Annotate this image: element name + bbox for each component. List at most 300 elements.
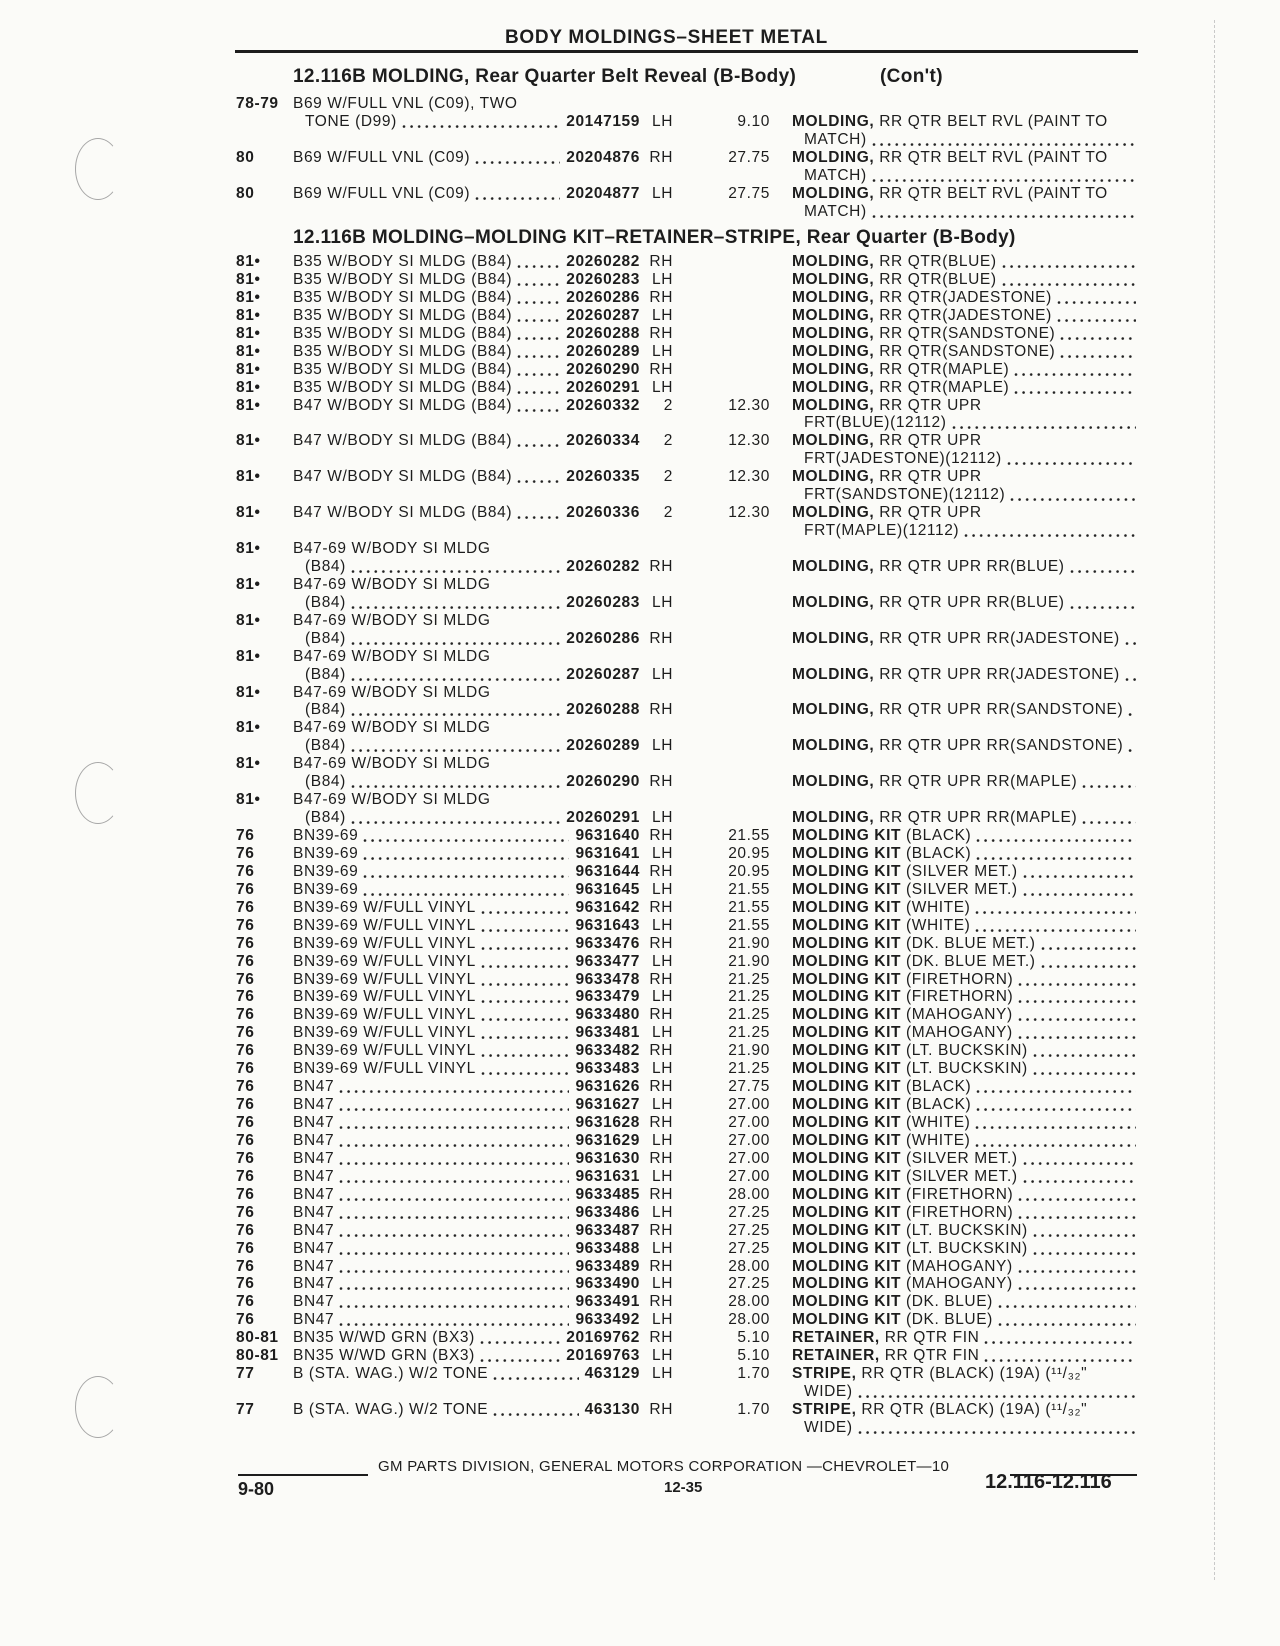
side-indicator: RH (649, 862, 673, 880)
model-part-line (293, 325, 640, 343)
part-description (792, 1078, 1138, 1096)
dot-leader (339, 1222, 569, 1240)
parts-table (236, 95, 1141, 221)
model-year: 76 (236, 988, 255, 1006)
model-description: BN47 (293, 1275, 335, 1293)
part-description (792, 935, 1138, 953)
part-description-name: MOLDING KIT (792, 1114, 902, 1131)
model-part-line (293, 468, 640, 486)
part-description-continued (804, 450, 1138, 468)
footer-page-number: 12-35 (664, 1479, 703, 1496)
model-year: 81• (236, 432, 261, 450)
table-row (236, 1275, 1141, 1293)
dot-leader (351, 773, 560, 791)
part-description (792, 953, 1138, 971)
model-description: BN47 (293, 1096, 335, 1114)
part-description-detail: RR QTR (BLACK) (19A) (¹¹/₃₂" (856, 1365, 1088, 1383)
part-description-detail: RR QTR UPR (874, 504, 982, 522)
part-description-name: MOLDING, (792, 324, 875, 342)
side-indicator: LH (651, 988, 673, 1006)
model-description: B35 W/BODY SI MLDG (B84) (293, 378, 513, 396)
part-description-name: MOLDING KIT (792, 1257, 902, 1275)
dot-leader (339, 1168, 569, 1186)
part-description-name: MOLDING KIT (792, 827, 902, 844)
side-indicator: RH (649, 1185, 673, 1203)
part-description-detail: RR QTR BELT RVL (PAINT TO (874, 184, 1108, 202)
part-description (792, 594, 1138, 612)
model-part-line (293, 1132, 640, 1150)
model-description: B47-69 W/BODY SI MLDG (293, 575, 491, 593)
side-indicator: LH (651, 1024, 673, 1042)
dot-leader (339, 1275, 569, 1293)
dot-leader (1018, 971, 1136, 989)
part-description (792, 113, 1138, 131)
table-row (236, 1150, 1141, 1168)
model-year: 76 (236, 1203, 255, 1221)
model-year: 77 (236, 1401, 255, 1418)
dot-leader (1018, 1006, 1136, 1024)
side-indicator: LH (651, 916, 673, 934)
part-description-text (792, 773, 1077, 791)
table-row (236, 504, 1141, 540)
model-description: BN39-69 W/FULL VINYL (293, 916, 476, 934)
model-part-line (293, 149, 640, 167)
model-year: 81• (236, 288, 261, 306)
table-row (236, 307, 1141, 325)
model-part-line (293, 1060, 640, 1078)
dot-leader (363, 863, 569, 881)
model-description: BN39-69 W/FULL VINYL (293, 1024, 476, 1042)
dot-leader (351, 558, 560, 576)
part-number: 20260288 (566, 701, 640, 719)
part-description-text (792, 1078, 971, 1096)
part-description-name: MOLDING, (792, 270, 875, 288)
model-description: BN39-69 (293, 844, 359, 862)
part-number: 9633483 (575, 1060, 640, 1078)
part-description (792, 361, 1138, 379)
model-year: 81• (236, 253, 261, 270)
model-description: B35 W/BODY SI MLDG (B84) (293, 360, 513, 378)
part-description-detail: (LT. BUCKSKIN) (901, 1239, 1028, 1257)
dot-leader (481, 1042, 570, 1060)
dot-leader (402, 113, 560, 131)
model-year: 76 (236, 1131, 255, 1149)
part-description (792, 1168, 1138, 1186)
part-description-name: MOLDING, (792, 468, 875, 486)
part-description (792, 271, 1138, 289)
part-description (792, 917, 1138, 935)
part-description-name: MOLDING, (792, 112, 875, 130)
model-description: BN39-69 W/FULL VINYL (293, 970, 476, 988)
model-year: 76 (236, 1221, 255, 1239)
model-year: 76 (236, 1006, 255, 1024)
part-description-detail: RR QTR UPR RR(MAPLE) (874, 809, 1078, 827)
price: 9.10 (737, 112, 770, 130)
dot-leader (517, 253, 560, 271)
part-description-text (792, 630, 1120, 648)
part-description-name: MOLDING, (792, 378, 875, 396)
model-description: B69 W/FULL VNL (C09) (293, 184, 471, 202)
model-year: 76 (236, 1167, 255, 1185)
part-description-continued (804, 131, 1138, 149)
model-part-line (305, 558, 640, 576)
model-description: BN47 (293, 1257, 335, 1275)
dot-leader (1002, 253, 1136, 271)
part-description-text (792, 1401, 1087, 1419)
part-number: 20147159 (566, 112, 640, 130)
part-description-text (792, 1006, 1013, 1024)
part-description-text (792, 1042, 1028, 1060)
price: 27.75 (728, 184, 770, 202)
part-number: 9633487 (575, 1221, 640, 1239)
dot-leader (481, 935, 570, 953)
model-description: B47-69 W/BODY SI MLDG (293, 683, 491, 701)
price: 27.00 (728, 1131, 770, 1149)
model-year: 81• (236, 396, 261, 414)
part-description-detail: RR QTR UPR RR(SANDSTONE) (874, 737, 1124, 755)
part-number: 9631627 (575, 1096, 640, 1114)
side-indicator: RH (649, 288, 673, 306)
side-indicator: LH (651, 737, 673, 755)
part-number: 20260289 (566, 342, 640, 360)
part-description-text (792, 899, 970, 917)
model-description: B (STA. WAG.) W/2 TONE (293, 1401, 489, 1418)
part-number: 9631628 (575, 1114, 640, 1131)
model-year: 76 (236, 880, 255, 898)
part-description-text (792, 253, 997, 271)
part-description (792, 737, 1138, 755)
dot-leader (363, 827, 569, 845)
part-description-detail: (WHITE) (901, 1114, 971, 1131)
part-description-detail: (FIRETHORN) (901, 1203, 1014, 1221)
part-description-detail: RR QTR(MAPLE) (874, 360, 1010, 378)
model-description: B47-69 W/BODY SI MLDG (293, 719, 491, 737)
model-year: 78-79 (236, 95, 279, 112)
model-part-line (293, 1024, 640, 1042)
part-description-detail: (MAHOGANY) (901, 1006, 1013, 1024)
dot-leader (1128, 737, 1136, 755)
side-indicator: RH (649, 898, 673, 916)
part-description-detail: RR QTR(SANDSTONE) (874, 324, 1056, 342)
part-description-detail: (DK. BLUE) (901, 1293, 993, 1311)
model-part-line (293, 1311, 640, 1329)
model-year: 76 (236, 898, 255, 916)
model-part-line (293, 397, 640, 415)
part-description-name: MOLDING, (792, 432, 875, 450)
part-description-detail: (LT. BUCKSKIN) (901, 1042, 1028, 1060)
part-description-text (792, 1240, 1028, 1258)
part-description-text (792, 432, 982, 450)
part-number: 9633491 (575, 1293, 640, 1311)
part-description-detail: RR QTR (BLACK) (19A) (¹¹/₃₂" (856, 1401, 1088, 1418)
model-description: B35 W/BODY SI MLDG (B84) (293, 306, 513, 324)
part-description-detail: (FIRETHORN) (901, 970, 1014, 988)
model-part-line (293, 881, 640, 899)
model-year: 81• (236, 468, 261, 486)
part-description-detail: (LT. BUCKSKIN) (901, 1060, 1028, 1078)
part-description (792, 1275, 1138, 1293)
dot-leader (351, 594, 560, 612)
part-description-text (792, 1096, 971, 1114)
model-part-line (293, 988, 640, 1006)
part-description-detail: (DK. BLUE MET.) (901, 934, 1036, 952)
dot-leader (1033, 1060, 1136, 1078)
price: 21.25 (728, 988, 770, 1006)
dot-leader (517, 289, 560, 307)
part-description (792, 397, 1138, 415)
model-description: (B84) (305, 665, 346, 683)
model-description: B35 W/BODY SI MLDG (B84) (293, 288, 513, 306)
side-indicator: 2 (663, 504, 673, 522)
model-year: 80-81 (236, 1329, 279, 1347)
part-number: 20260335 (566, 468, 640, 486)
part-description (792, 1401, 1138, 1419)
part-description-detail: RR QTR BELT RVL (PAINT TO (874, 112, 1108, 130)
part-description-name: MOLDING, (792, 253, 875, 270)
part-number: 9633482 (575, 1042, 640, 1060)
table-row (236, 1240, 1141, 1258)
model-year: 81• (236, 270, 261, 288)
dot-leader (517, 343, 560, 361)
part-description (792, 325, 1138, 343)
part-number: 9633476 (575, 934, 640, 952)
side-indicator: LH (651, 1311, 673, 1329)
model-part-line (305, 630, 640, 648)
dot-leader (481, 899, 570, 917)
model-year: 81• (236, 324, 261, 342)
model-description: (B84) (305, 629, 346, 647)
model-year: 81• (236, 683, 261, 701)
part-description (792, 1311, 1138, 1329)
dot-leader (964, 522, 1136, 540)
part-description-detail: RR QTR(SANDSTONE) (874, 342, 1056, 360)
part-description-name: MOLDING, (792, 360, 875, 378)
side-indicator: LH (651, 306, 673, 324)
dot-leader (1082, 773, 1136, 791)
part-number: 9633489 (575, 1257, 640, 1275)
table-row (236, 1204, 1141, 1222)
model-year: 81• (236, 540, 261, 557)
part-description-name: MOLDING, (792, 504, 875, 522)
part-description-detail: RR QTR UPR RR(BLUE) (874, 557, 1065, 575)
model-year: 76 (236, 1185, 255, 1203)
model-year: 81• (236, 378, 261, 396)
part-description (792, 1204, 1138, 1222)
dot-leader (517, 504, 560, 522)
part-description-detail: (SILVER MET.) (901, 880, 1018, 898)
part-description-text (792, 917, 970, 935)
page-header-title: BODY MOLDINGS–SHEET METAL (505, 27, 828, 48)
model-description: BN47 (293, 1311, 335, 1329)
model-description: B35 W/BODY SI MLDG (B84) (293, 270, 513, 288)
part-description (792, 899, 1138, 917)
table-row (236, 971, 1141, 989)
part-description (792, 1293, 1138, 1311)
part-description (792, 863, 1138, 881)
part-description (792, 289, 1138, 307)
price: 20.95 (728, 844, 770, 862)
part-description-text (792, 971, 1013, 989)
model-part-line (293, 253, 640, 271)
footer-date: 9-80 (238, 1479, 275, 1499)
part-description-name: MOLDING KIT (792, 934, 902, 952)
table-row (236, 95, 1141, 149)
part-description-name: MOLDING KIT (792, 1203, 902, 1221)
dot-leader (1125, 666, 1136, 684)
part-number: 9633478 (575, 970, 640, 988)
part-description-name: MOLDING, (792, 342, 875, 360)
part-description (792, 827, 1138, 845)
part-number: 20260291 (566, 809, 640, 827)
model-part-line (293, 1365, 640, 1383)
part-description-detail: (MAHOGANY) (901, 1024, 1013, 1042)
part-number: 463130 (584, 1401, 640, 1418)
dot-leader (339, 1096, 569, 1114)
dot-leader (975, 1114, 1136, 1132)
part-description-detail: (MAHOGANY) (901, 1275, 1013, 1293)
part-description-name: MOLDING, (792, 629, 875, 647)
part-description (792, 558, 1138, 576)
side-indicator: LH (651, 809, 673, 827)
model-description: B47 W/BODY SI MLDG (B84) (293, 396, 513, 414)
part-description-name: MOLDING KIT (792, 1185, 902, 1203)
model-part-line (293, 1006, 640, 1024)
part-description-continued (804, 522, 1138, 540)
part-description-text (792, 1114, 970, 1132)
table-row (236, 863, 1141, 881)
part-description (792, 149, 1138, 167)
part-description (792, 1042, 1138, 1060)
part-description-name: MOLDING KIT (792, 970, 902, 988)
part-description (792, 809, 1138, 827)
part-number: 20260336 (566, 504, 640, 522)
model-description: BN47 (293, 1078, 335, 1096)
table-row (236, 432, 1141, 468)
model-description: BN39-69 W/FULL VINYL (293, 988, 476, 1006)
part-description-detail: (LT. BUCKSKIN) (901, 1221, 1028, 1239)
table-row (236, 935, 1141, 953)
part-description-detail: (FIRETHORN) (901, 1185, 1014, 1203)
part-description (792, 845, 1138, 863)
price: 12.30 (728, 468, 770, 486)
dot-leader (1033, 1240, 1136, 1258)
part-description-detail: (MAHOGANY) (901, 1257, 1013, 1275)
model-year: 81• (236, 791, 261, 809)
dot-leader (351, 666, 560, 684)
table-row (236, 185, 1141, 221)
side-indicator: RH (649, 1401, 673, 1418)
model-part-line (305, 666, 640, 684)
price: 27.00 (728, 1149, 770, 1167)
part-description-detail: (BLACK) (901, 1078, 972, 1096)
table-row (236, 648, 1141, 684)
dot-leader (339, 1258, 569, 1276)
dot-leader (1057, 289, 1136, 307)
table-row (236, 361, 1141, 379)
part-description-detail: (WHITE) (901, 898, 971, 916)
model-year: 81• (236, 647, 261, 665)
dot-leader (481, 1006, 570, 1024)
hole-punch-mark (75, 1376, 121, 1438)
model-part-line (293, 1240, 640, 1258)
model-part-line (305, 113, 640, 131)
price: 27.75 (728, 1078, 770, 1096)
model-part-line (293, 289, 640, 307)
model-part-line (293, 827, 640, 845)
part-description-detail: FRT(MAPLE)(12112) (804, 522, 960, 540)
dot-leader (351, 630, 560, 648)
model-description: (B84) (305, 737, 346, 755)
model-year: 76 (236, 970, 255, 988)
model-year: 76 (236, 1311, 255, 1329)
section-title: 12.116B MOLDING–MOLDING KIT–RETAINER–STRIPE, Rear Quarter (B-Body) (293, 227, 1016, 248)
part-description-text (792, 289, 1052, 307)
model-description: BN47 (293, 1293, 335, 1311)
model-part-line (293, 863, 640, 881)
part-description-detail: RR QTR FIN (879, 1329, 980, 1347)
parts-table (236, 253, 1141, 1437)
price: 28.00 (728, 1257, 770, 1275)
table-row (236, 899, 1141, 917)
part-number: 9631643 (575, 916, 640, 934)
part-description-name: MOLDING KIT (792, 988, 902, 1006)
part-description (792, 881, 1138, 899)
footer-rule-left (238, 1474, 368, 1476)
part-number: 9633481 (575, 1024, 640, 1042)
table-row (236, 343, 1141, 361)
table-row (236, 1222, 1141, 1240)
side-indicator: LH (651, 184, 673, 202)
model-year: 76 (236, 952, 255, 970)
part-description-name: MOLDING, (792, 288, 875, 306)
model-description: TONE (D99) (305, 112, 397, 130)
part-description-name: MOLDING, (792, 809, 875, 827)
dot-leader (493, 1365, 578, 1383)
part-number: 20204877 (566, 184, 640, 202)
model-description: BN47 (293, 1149, 335, 1167)
side-indicator: RH (649, 934, 673, 952)
model-description: B47-69 W/BODY SI MLDG (293, 540, 491, 557)
side-indicator: LH (651, 1060, 673, 1078)
dot-leader (1023, 1168, 1136, 1186)
dot-leader (1018, 1186, 1136, 1204)
side-indicator: RH (649, 970, 673, 988)
dot-leader (339, 1078, 569, 1096)
price: 21.25 (728, 1006, 770, 1024)
part-number: 463129 (584, 1365, 640, 1383)
side-indicator: LH (651, 1347, 673, 1365)
price: 28.00 (728, 1293, 770, 1311)
part-description-continued (804, 1383, 1138, 1401)
side-indicator: 2 (663, 468, 673, 486)
part-description-name: MOLDING KIT (792, 1024, 902, 1042)
table-row (236, 1401, 1141, 1437)
part-description-detail: RR QTR(JADESTONE) (874, 306, 1052, 324)
price: 28.00 (728, 1311, 770, 1329)
part-description-detail: RR QTR(JADESTONE) (874, 288, 1052, 306)
model-part-line (293, 1401, 640, 1419)
part-number: 9631645 (575, 880, 640, 898)
part-description-text (792, 737, 1123, 755)
part-description (792, 432, 1138, 450)
price: 27.25 (728, 1275, 770, 1293)
part-description-text (792, 271, 997, 289)
model-year: 76 (236, 1078, 255, 1096)
table-row (236, 1347, 1141, 1365)
dot-leader (872, 131, 1136, 149)
model-part-line (293, 1329, 640, 1347)
dot-leader (475, 185, 560, 203)
